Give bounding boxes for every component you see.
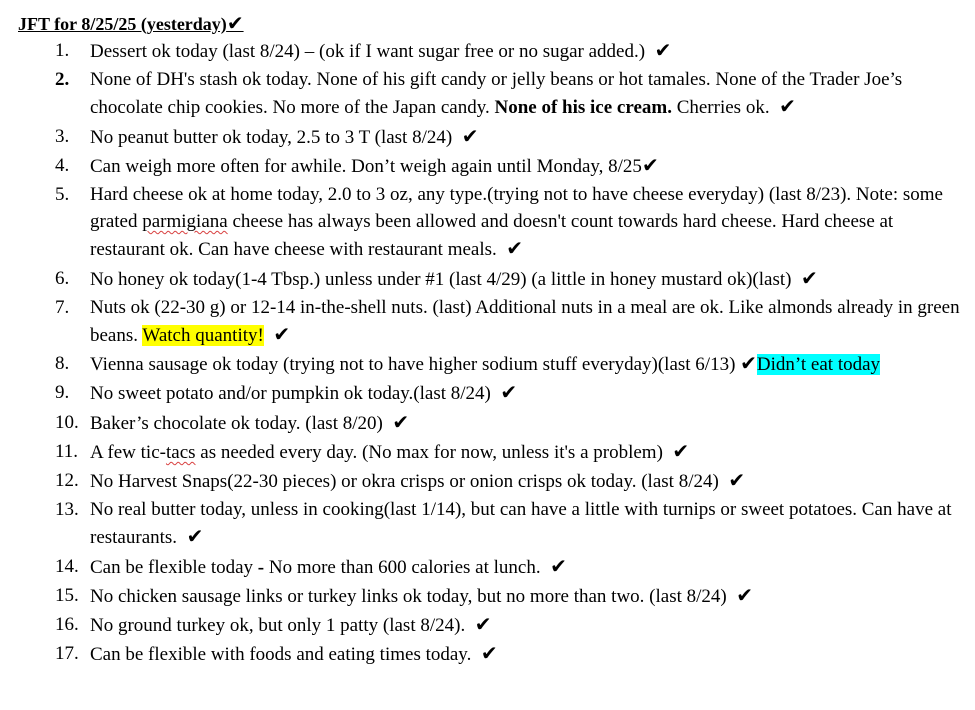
list-item bbox=[18, 294, 963, 349]
list-item bbox=[18, 265, 963, 293]
item-text: Nuts ok (22-30 g) or 12-14 in-the-shell nuts. (last) Additional nuts in a meal are ok. Like almonds already in green beans. bbox=[90, 296, 960, 347]
list-item bbox=[18, 611, 963, 639]
list-item bbox=[18, 123, 963, 151]
item-number: 13. bbox=[55, 499, 79, 521]
item-text: Can be flexible with foods and eating times today. bbox=[90, 644, 472, 666]
item-text: No peanut butter ok today, 2.5 to 3 T (last 8/24) bbox=[90, 126, 453, 148]
item-list bbox=[18, 37, 963, 668]
item-text: Vienna sausage ok today (trying not to have higher sodium stuff everyday)(last 6/13) bbox=[90, 354, 741, 376]
highlight-watch-quantity: Watch quantity! bbox=[142, 325, 264, 347]
checkmark-icon: ✔ bbox=[672, 438, 690, 463]
item-number: 4. bbox=[55, 154, 70, 176]
checkmark-icon: ✔ bbox=[273, 322, 291, 347]
item-number: 10. bbox=[55, 411, 79, 433]
list-item bbox=[18, 350, 963, 378]
item-text: No sweet potato and/or pumpkin ok today.(last 8/24) bbox=[90, 383, 491, 405]
item-bold-text: - bbox=[257, 556, 265, 578]
list-item bbox=[18, 409, 963, 437]
list-item bbox=[18, 582, 963, 610]
checkmark-icon: ✔ bbox=[779, 94, 796, 119]
item-text: Dessert ok today (last 8/24) – (ok if I want sugar free or no sugar added.) bbox=[90, 41, 646, 62]
item-text: No real butter today, unless in cooking(last 1/14), but can have a little with turnips or sweet potatoes. Can have at restaurants. bbox=[90, 499, 952, 549]
document-title bbox=[18, 11, 963, 36]
item-number: 15. bbox=[55, 584, 79, 606]
list-item bbox=[18, 37, 963, 65]
checkmark-icon: ✔ bbox=[550, 553, 567, 578]
spellcheck-word: tacs bbox=[165, 441, 196, 463]
item-number: 14. bbox=[55, 555, 79, 577]
list-item bbox=[18, 181, 963, 264]
list-item bbox=[18, 438, 963, 466]
item-text: No ground turkey ok, but only 1 patty (last 8/24). bbox=[90, 615, 466, 637]
item-number: 12. bbox=[55, 470, 79, 492]
item-number: 8. bbox=[55, 353, 70, 375]
item-number: 6. bbox=[55, 267, 70, 289]
checkmark-icon: ✔ bbox=[800, 265, 818, 290]
item-text: Cherries ok. bbox=[671, 97, 770, 119]
list-item bbox=[18, 66, 963, 121]
item-number: 1. bbox=[55, 40, 70, 61]
item-text: No honey ok today(1-4 Tbsp.) unless under #1 (last 4/29) (a little in honey mustard ok)(last) bbox=[90, 268, 792, 290]
list-item bbox=[18, 553, 963, 581]
item-text: None of DH's stash ok today. None of his gift candy or jelly beans or hot tamales. None of the Trader Joe’s chocolate chip cookies. No more of the Japan candy. bbox=[90, 69, 903, 119]
item-number: 17. bbox=[55, 643, 79, 665]
item-text: No Harvest Snaps(22-30 pieces) or okra crisps or onion crisps ok today. (last 8/24) bbox=[90, 471, 719, 493]
item-number: 7. bbox=[55, 296, 70, 318]
list-item bbox=[18, 640, 963, 668]
item-number: 16. bbox=[55, 614, 79, 636]
checkmark-icon: ✔ bbox=[654, 38, 672, 62]
item-text: No chicken sausage links or turkey links ok today, but no more than two. (last 8/24) bbox=[90, 585, 727, 607]
item-text: A few tic- bbox=[90, 441, 166, 463]
item-number: 11. bbox=[55, 440, 79, 462]
spellcheck-word: parmigiana bbox=[142, 211, 228, 233]
item-bold-text: None of his ice cream. bbox=[494, 97, 672, 119]
checkmark-icon: ✔ bbox=[186, 524, 204, 549]
item-text: Can be flexible today bbox=[90, 556, 258, 578]
checkmark-icon: ✔ bbox=[500, 380, 518, 405]
title-text: JFT for 8/25/25 (yesterday) bbox=[18, 14, 227, 34]
checkmark-icon: ✔ bbox=[226, 11, 244, 35]
checkmark-icon: ✔ bbox=[728, 468, 746, 493]
checkmark-icon: ✔ bbox=[480, 641, 498, 666]
item-text: as needed every day. (No max for now, unless it's a problem) bbox=[195, 441, 663, 463]
checkmark-icon: ✔ bbox=[641, 152, 659, 177]
checkmark-icon: ✔ bbox=[740, 351, 757, 376]
item-text: Baker’s chocolate ok today. (last 8/20) bbox=[90, 412, 383, 434]
list-item bbox=[18, 379, 963, 407]
item-text: Can weigh more often for awhile. Don’t weigh again until Monday, 8/25 bbox=[90, 155, 642, 177]
highlight-didnt-eat: Didn’t eat today bbox=[756, 354, 881, 376]
checkmark-icon: ✔ bbox=[506, 236, 524, 261]
item-text: Hard cheese ok at home today, 2.0 to 3 oz, any type.(trying not to have cheese everyday) (last 8/23). Note: some grated bbox=[90, 184, 943, 233]
item-number: 2. bbox=[55, 69, 70, 91]
list-item bbox=[18, 152, 963, 180]
item-number: 3. bbox=[55, 125, 70, 147]
item-number: 9. bbox=[55, 382, 70, 404]
item-text: No more than 600 calories at lunch. bbox=[264, 556, 541, 578]
item-number: 5. bbox=[55, 184, 70, 206]
list-item bbox=[18, 496, 963, 551]
checkmark-icon: ✔ bbox=[736, 582, 753, 607]
list-item bbox=[18, 467, 963, 495]
checkmark-icon: ✔ bbox=[461, 123, 479, 148]
checkmark-icon: ✔ bbox=[392, 409, 410, 434]
checkmark-icon: ✔ bbox=[474, 612, 492, 637]
item-text: cheese has always been allowed and doesn't count towards hard cheese. Hard cheese at restaurant ok. Can have cheese with restaurant meals. bbox=[90, 211, 894, 261]
